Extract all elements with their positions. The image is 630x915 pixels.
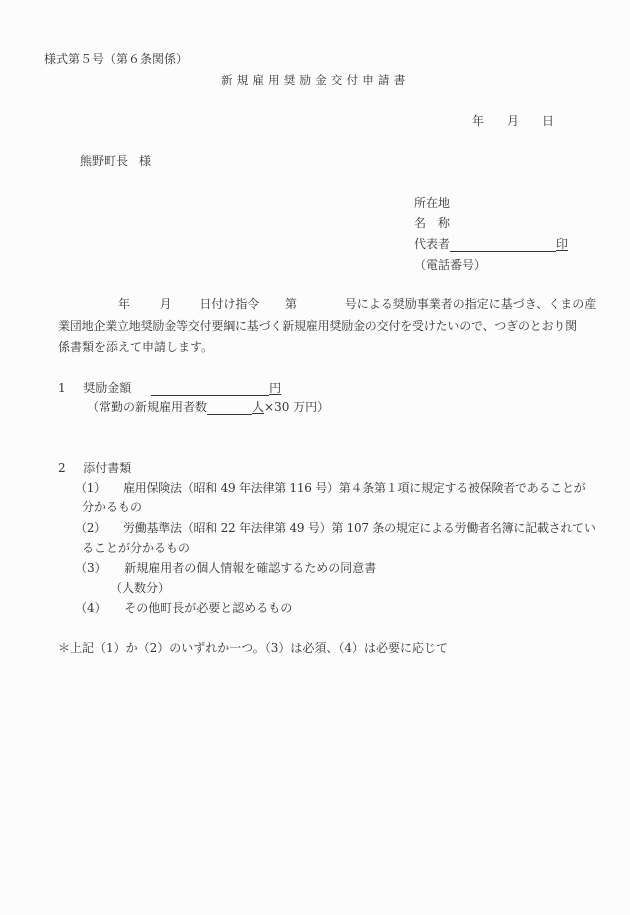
attachment-text-cont: 分かるもの xyxy=(82,500,143,514)
calc-suffix: ×30 万円） xyxy=(264,400,330,414)
calc-person: 人 xyxy=(252,400,265,414)
name-label: 名 称 xyxy=(414,216,451,230)
section-1-heading xyxy=(58,380,281,396)
calc-prefix: （常勤の新規雇用者数 xyxy=(87,400,208,414)
amount-unit: 円 xyxy=(269,381,282,395)
amount-field-line[interactable] xyxy=(151,381,269,396)
attachment-number: （4） xyxy=(75,601,107,615)
representative-signature-line[interactable] xyxy=(450,237,556,252)
seal-mark: 印 xyxy=(556,237,569,251)
addressee-name: 熊野町長 xyxy=(80,154,129,168)
date-month-label: 月 xyxy=(507,114,520,128)
form-label: 様式第５号（第６条関係） xyxy=(44,52,189,66)
section-2-label: 添付書類 xyxy=(83,461,132,475)
body-date-suffix: 日付け指令 xyxy=(199,297,260,311)
attachment-number: （3） xyxy=(75,561,107,575)
section-2-heading xyxy=(58,460,131,476)
attachment-text: 雇用保険法（昭和 49 年法律第 116 号）第４条第１項に規定する被保険者であることが xyxy=(123,481,586,495)
body-line-2: 業団地企業立地奨励金等交付要綱に基づく新規雇用奨励金の交付を受けたいので、つぎのとおり関 xyxy=(58,319,577,333)
footnote: ＊上記（1）か（2）のいずれか一つ。（3）は必須、（4）は必要に応じて xyxy=(58,641,449,655)
attachment-text-cont: （人数分） xyxy=(110,581,171,595)
address-label: 所在地 xyxy=(414,196,451,210)
date-day-label: 日 xyxy=(542,114,555,128)
attachment-number: （2） xyxy=(75,521,106,535)
attachment-number: （1） xyxy=(75,481,106,495)
body-dai: 第 xyxy=(285,297,298,311)
employee-count-line[interactable] xyxy=(207,400,252,415)
section-1-number: 1 xyxy=(58,381,66,395)
representative-label: 代表者 xyxy=(414,237,451,251)
section-1-label: 奨励金額 xyxy=(83,381,132,395)
section-1-calculation xyxy=(87,399,329,415)
section-2-number: 2 xyxy=(58,461,66,475)
body-year: 年 xyxy=(118,297,131,311)
body-rest: 号による奨励事業者の指定に基づき、くまの産 xyxy=(344,297,597,311)
addressee-honorific: 様 xyxy=(139,154,152,168)
phone-label: （電話番号） xyxy=(414,258,487,272)
attachment-text: その他町長が必要と認めるもの xyxy=(124,601,293,615)
body-line-3: 係書類を添えて申請します。 xyxy=(58,340,214,354)
representative-row xyxy=(414,236,568,252)
attachment-text-cont: ることが分かるもの xyxy=(82,541,191,555)
body-line-1 xyxy=(118,296,596,312)
attachment-text: 新規雇用者の個人情報を確認するための同意書 xyxy=(124,561,377,575)
document-title: 新規雇用奨励金交付申請書 xyxy=(221,73,410,87)
body-month: 月 xyxy=(159,297,172,311)
date-year-label: 年 xyxy=(472,114,485,128)
attachment-text: 労働基準法（昭和 22 年法律第 49 号）第 107 条の規定による労働者名簿に記載されてい xyxy=(123,521,596,535)
